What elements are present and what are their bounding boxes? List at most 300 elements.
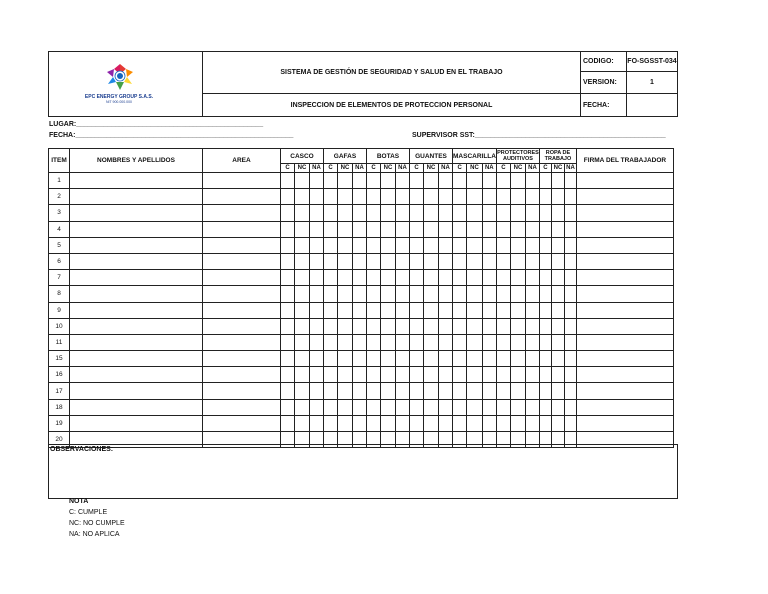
table-cell[interactable] — [338, 302, 353, 318]
table-cell[interactable] — [410, 173, 424, 189]
table-cell[interactable] — [576, 253, 673, 269]
table-cell[interactable] — [410, 318, 424, 334]
table-cell[interactable] — [551, 205, 564, 221]
table-cell[interactable] — [310, 221, 324, 237]
table-cell[interactable] — [410, 221, 424, 237]
table-cell[interactable] — [453, 302, 467, 318]
table-cell[interactable] — [551, 237, 564, 253]
table-cell[interactable] — [367, 221, 381, 237]
table-cell[interactable] — [353, 253, 367, 269]
table-cell[interactable] — [453, 173, 467, 189]
table-cell[interactable] — [381, 237, 396, 253]
table-cell[interactable] — [564, 253, 576, 269]
table-cell[interactable] — [482, 205, 496, 221]
table-cell[interactable] — [381, 173, 396, 189]
table-cell[interactable] — [203, 189, 281, 205]
table-cell[interactable] — [310, 237, 324, 253]
table-cell[interactable] — [353, 367, 367, 383]
table-cell[interactable] — [396, 334, 410, 350]
table-cell[interactable] — [525, 318, 539, 334]
table-cell[interactable] — [324, 367, 338, 383]
table-cell[interactable] — [453, 237, 467, 253]
table-cell[interactable] — [367, 302, 381, 318]
table-cell[interactable] — [525, 253, 539, 269]
table-cell[interactable] — [496, 237, 510, 253]
table-cell[interactable] — [564, 367, 576, 383]
table-cell[interactable] — [539, 221, 551, 237]
table-cell[interactable] — [310, 367, 324, 383]
table-cell[interactable] — [439, 367, 453, 383]
table-cell[interactable] — [467, 383, 482, 399]
table-cell[interactable] — [367, 205, 381, 221]
table-cell[interactable] — [410, 270, 424, 286]
table-cell[interactable] — [367, 270, 381, 286]
table-cell[interactable] — [381, 221, 396, 237]
table-cell[interactable] — [310, 189, 324, 205]
table-cell[interactable] — [324, 189, 338, 205]
table-cell[interactable] — [564, 399, 576, 415]
table-cell[interactable] — [367, 334, 381, 350]
table-cell[interactable] — [70, 270, 203, 286]
table-cell[interactable] — [310, 318, 324, 334]
table-cell[interactable] — [203, 351, 281, 367]
table-cell[interactable] — [525, 415, 539, 431]
table-cell[interactable] — [551, 253, 564, 269]
table-cell[interactable] — [525, 383, 539, 399]
table-cell[interactable] — [396, 205, 410, 221]
table-cell[interactable] — [70, 383, 203, 399]
table-cell[interactable] — [281, 253, 295, 269]
table-cell[interactable] — [203, 270, 281, 286]
table-cell[interactable] — [482, 189, 496, 205]
table-cell[interactable] — [338, 253, 353, 269]
table-cell[interactable] — [467, 286, 482, 302]
table-cell[interactable] — [338, 286, 353, 302]
table-cell[interactable] — [310, 383, 324, 399]
table-cell[interactable] — [295, 253, 310, 269]
table-cell[interactable] — [310, 334, 324, 350]
table-cell[interactable] — [482, 302, 496, 318]
table-cell[interactable] — [353, 237, 367, 253]
table-cell[interactable] — [381, 302, 396, 318]
table-cell[interactable] — [353, 318, 367, 334]
table-cell[interactable] — [510, 237, 525, 253]
table-cell[interactable] — [410, 302, 424, 318]
table-cell[interactable] — [539, 189, 551, 205]
table-cell[interactable] — [203, 302, 281, 318]
table-cell[interactable] — [310, 270, 324, 286]
table-cell[interactable] — [439, 302, 453, 318]
table-cell[interactable] — [564, 415, 576, 431]
table-cell[interactable] — [396, 286, 410, 302]
table-cell[interactable] — [396, 189, 410, 205]
table-cell[interactable] — [281, 270, 295, 286]
table-cell[interactable] — [203, 383, 281, 399]
table-cell[interactable] — [510, 173, 525, 189]
table-cell[interactable] — [70, 253, 203, 269]
table-cell[interactable] — [510, 302, 525, 318]
fecha-field[interactable]: FECHA:________________________________________________________ — [49, 132, 294, 139]
table-cell[interactable] — [295, 189, 310, 205]
supervisor-field[interactable]: SUPERVISOR SST:_________________________________________________ — [412, 132, 666, 139]
table-cell[interactable] — [410, 351, 424, 367]
table-cell[interactable] — [525, 367, 539, 383]
table-cell[interactable] — [295, 351, 310, 367]
table-cell[interactable] — [576, 286, 673, 302]
table-cell[interactable] — [496, 286, 510, 302]
table-cell[interactable] — [367, 318, 381, 334]
table-cell[interactable] — [338, 334, 353, 350]
table-cell[interactable] — [281, 173, 295, 189]
table-cell[interactable] — [453, 205, 467, 221]
table-cell[interactable] — [281, 237, 295, 253]
table-cell[interactable] — [381, 415, 396, 431]
table-cell[interactable] — [539, 205, 551, 221]
table-cell[interactable] — [467, 367, 482, 383]
table-cell[interactable] — [424, 173, 439, 189]
table-cell[interactable] — [324, 286, 338, 302]
table-cell[interactable] — [70, 351, 203, 367]
table-cell[interactable] — [525, 399, 539, 415]
table-cell[interactable] — [576, 189, 673, 205]
table-cell[interactable] — [424, 351, 439, 367]
table-cell[interactable] — [424, 237, 439, 253]
table-cell[interactable] — [295, 302, 310, 318]
table-cell[interactable] — [353, 221, 367, 237]
table-cell[interactable] — [551, 286, 564, 302]
table-cell[interactable] — [467, 415, 482, 431]
table-cell[interactable] — [324, 399, 338, 415]
table-cell[interactable] — [295, 237, 310, 253]
table-cell[interactable] — [70, 415, 203, 431]
table-cell[interactable] — [70, 205, 203, 221]
table-cell[interactable] — [295, 221, 310, 237]
table-cell[interactable] — [467, 173, 482, 189]
table-cell[interactable] — [576, 302, 673, 318]
table-cell[interactable] — [525, 334, 539, 350]
table-cell[interactable] — [396, 270, 410, 286]
table-cell[interactable] — [482, 334, 496, 350]
table-cell[interactable] — [525, 302, 539, 318]
table-cell[interactable] — [353, 334, 367, 350]
table-cell[interactable] — [353, 189, 367, 205]
table-cell[interactable] — [496, 399, 510, 415]
table-cell[interactable] — [424, 334, 439, 350]
table-cell[interactable] — [564, 270, 576, 286]
table-cell[interactable] — [295, 383, 310, 399]
table-cell[interactable] — [396, 253, 410, 269]
table-cell[interactable] — [439, 270, 453, 286]
table-cell[interactable] — [324, 173, 338, 189]
table-cell[interactable] — [203, 415, 281, 431]
table-cell[interactable] — [482, 286, 496, 302]
table-cell[interactable] — [295, 415, 310, 431]
table-cell[interactable] — [381, 286, 396, 302]
table-cell[interactable] — [295, 399, 310, 415]
table-cell[interactable] — [381, 189, 396, 205]
table-cell[interactable] — [381, 205, 396, 221]
table-cell[interactable] — [324, 205, 338, 221]
table-cell[interactable] — [467, 334, 482, 350]
table-cell[interactable] — [482, 253, 496, 269]
table-cell[interactable] — [576, 221, 673, 237]
table-cell[interactable] — [482, 173, 496, 189]
table-cell[interactable] — [439, 334, 453, 350]
table-cell[interactable] — [496, 270, 510, 286]
table-cell[interactable] — [367, 173, 381, 189]
table-cell[interactable] — [367, 351, 381, 367]
table-cell[interactable] — [576, 399, 673, 415]
table-cell[interactable] — [496, 351, 510, 367]
table-cell[interactable] — [510, 334, 525, 350]
table-cell[interactable] — [482, 237, 496, 253]
table-cell[interactable] — [338, 189, 353, 205]
table-cell[interactable] — [281, 367, 295, 383]
table-cell[interactable] — [439, 253, 453, 269]
table-cell[interactable] — [424, 253, 439, 269]
table-cell[interactable] — [564, 318, 576, 334]
table-cell[interactable] — [453, 270, 467, 286]
table-cell[interactable] — [70, 399, 203, 415]
table-cell[interactable] — [324, 302, 338, 318]
table-cell[interactable] — [203, 334, 281, 350]
table-cell[interactable] — [295, 318, 310, 334]
table-cell[interactable] — [353, 286, 367, 302]
table-cell[interactable] — [453, 399, 467, 415]
table-cell[interactable] — [539, 286, 551, 302]
table-cell[interactable] — [281, 302, 295, 318]
table-cell[interactable] — [482, 367, 496, 383]
table-cell[interactable] — [338, 237, 353, 253]
table-cell[interactable] — [539, 367, 551, 383]
table-cell[interactable] — [510, 270, 525, 286]
table-cell[interactable] — [410, 367, 424, 383]
table-cell[interactable] — [467, 270, 482, 286]
table-cell[interactable] — [281, 189, 295, 205]
table-cell[interactable] — [424, 415, 439, 431]
table-cell[interactable] — [310, 415, 324, 431]
table-cell[interactable] — [367, 399, 381, 415]
table-cell[interactable] — [338, 383, 353, 399]
table-cell[interactable] — [539, 253, 551, 269]
table-cell[interactable] — [539, 383, 551, 399]
table-cell[interactable] — [295, 270, 310, 286]
table-cell[interactable] — [424, 286, 439, 302]
table-cell[interactable] — [281, 334, 295, 350]
table-cell[interactable] — [381, 367, 396, 383]
table-cell[interactable] — [510, 383, 525, 399]
table-cell[interactable] — [551, 302, 564, 318]
table-cell[interactable] — [525, 351, 539, 367]
table-cell[interactable] — [551, 367, 564, 383]
table-cell[interactable] — [295, 205, 310, 221]
table-cell[interactable] — [439, 351, 453, 367]
table-cell[interactable] — [70, 221, 203, 237]
table-cell[interactable] — [396, 351, 410, 367]
table-cell[interactable] — [324, 270, 338, 286]
table-cell[interactable] — [551, 189, 564, 205]
table-cell[interactable] — [203, 399, 281, 415]
table-cell[interactable] — [525, 270, 539, 286]
table-cell[interactable] — [564, 173, 576, 189]
table-cell[interactable] — [203, 253, 281, 269]
table-cell[interactable] — [539, 302, 551, 318]
table-cell[interactable] — [551, 173, 564, 189]
table-cell[interactable] — [410, 334, 424, 350]
lugar-field[interactable]: LUGAR:________________________________________________ — [49, 121, 264, 128]
table-cell[interactable] — [281, 318, 295, 334]
table-cell[interactable] — [482, 318, 496, 334]
table-cell[interactable] — [539, 399, 551, 415]
table-cell[interactable] — [564, 334, 576, 350]
table-cell[interactable] — [576, 318, 673, 334]
table-cell[interactable] — [353, 205, 367, 221]
table-cell[interactable] — [281, 383, 295, 399]
table-cell[interactable] — [424, 302, 439, 318]
table-cell[interactable] — [467, 237, 482, 253]
table-cell[interactable] — [482, 351, 496, 367]
table-cell[interactable] — [353, 351, 367, 367]
table-cell[interactable] — [510, 221, 525, 237]
table-cell[interactable] — [525, 205, 539, 221]
table-cell[interactable] — [281, 415, 295, 431]
table-cell[interactable] — [396, 383, 410, 399]
table-cell[interactable] — [525, 189, 539, 205]
table-cell[interactable] — [467, 253, 482, 269]
table-cell[interactable] — [551, 318, 564, 334]
table-cell[interactable] — [410, 286, 424, 302]
table-cell[interactable] — [539, 334, 551, 350]
table-cell[interactable] — [496, 189, 510, 205]
table-cell[interactable] — [410, 415, 424, 431]
table-cell[interactable] — [203, 173, 281, 189]
table-cell[interactable] — [467, 399, 482, 415]
table-cell[interactable] — [353, 270, 367, 286]
table-cell[interactable] — [439, 237, 453, 253]
table-cell[interactable] — [539, 270, 551, 286]
table-cell[interactable] — [564, 189, 576, 205]
table-cell[interactable] — [424, 367, 439, 383]
table-cell[interactable] — [496, 253, 510, 269]
table-cell[interactable] — [453, 415, 467, 431]
table-cell[interactable] — [496, 383, 510, 399]
table-cell[interactable] — [367, 189, 381, 205]
table-cell[interactable] — [381, 351, 396, 367]
table-cell[interactable] — [310, 351, 324, 367]
table-cell[interactable] — [381, 399, 396, 415]
table-cell[interactable] — [439, 415, 453, 431]
table-cell[interactable] — [551, 383, 564, 399]
table-cell[interactable] — [338, 415, 353, 431]
table-cell[interactable] — [496, 318, 510, 334]
table-cell[interactable] — [525, 221, 539, 237]
table-cell[interactable] — [381, 334, 396, 350]
table-cell[interactable] — [424, 221, 439, 237]
table-cell[interactable] — [367, 383, 381, 399]
table-cell[interactable] — [381, 253, 396, 269]
table-cell[interactable] — [410, 189, 424, 205]
table-cell[interactable] — [496, 367, 510, 383]
table-cell[interactable] — [453, 253, 467, 269]
table-cell[interactable] — [551, 221, 564, 237]
table-cell[interactable] — [70, 237, 203, 253]
table-cell[interactable] — [203, 205, 281, 221]
table-cell[interactable] — [564, 237, 576, 253]
table-cell[interactable] — [453, 189, 467, 205]
table-cell[interactable] — [510, 367, 525, 383]
table-cell[interactable] — [551, 270, 564, 286]
table-cell[interactable] — [510, 253, 525, 269]
table-cell[interactable] — [496, 334, 510, 350]
table-cell[interactable] — [396, 302, 410, 318]
table-cell[interactable] — [467, 189, 482, 205]
table-cell[interactable] — [439, 286, 453, 302]
table-cell[interactable] — [564, 302, 576, 318]
table-cell[interactable] — [396, 173, 410, 189]
table-cell[interactable] — [338, 399, 353, 415]
table-cell[interactable] — [70, 318, 203, 334]
table-cell[interactable] — [539, 173, 551, 189]
table-cell[interactable] — [576, 383, 673, 399]
table-cell[interactable] — [203, 221, 281, 237]
table-cell[interactable] — [525, 237, 539, 253]
table-cell[interactable] — [482, 415, 496, 431]
table-cell[interactable] — [338, 205, 353, 221]
table-cell[interactable] — [482, 383, 496, 399]
table-cell[interactable] — [439, 189, 453, 205]
table-cell[interactable] — [576, 205, 673, 221]
table-cell[interactable] — [410, 205, 424, 221]
table-cell[interactable] — [310, 286, 324, 302]
table-cell[interactable] — [324, 383, 338, 399]
table-cell[interactable] — [439, 383, 453, 399]
table-cell[interactable] — [310, 399, 324, 415]
table-cell[interactable] — [439, 221, 453, 237]
table-cell[interactable] — [439, 205, 453, 221]
table-cell[interactable] — [396, 237, 410, 253]
table-cell[interactable] — [324, 415, 338, 431]
table-cell[interactable] — [496, 205, 510, 221]
table-cell[interactable] — [281, 351, 295, 367]
table-cell[interactable] — [338, 221, 353, 237]
table-cell[interactable] — [576, 270, 673, 286]
table-cell[interactable] — [295, 286, 310, 302]
table-cell[interactable] — [381, 383, 396, 399]
table-cell[interactable] — [310, 173, 324, 189]
table-cell[interactable] — [70, 367, 203, 383]
table-cell[interactable] — [453, 286, 467, 302]
table-cell[interactable] — [338, 318, 353, 334]
table-cell[interactable] — [70, 189, 203, 205]
table-cell[interactable] — [70, 302, 203, 318]
table-cell[interactable] — [295, 173, 310, 189]
table-cell[interactable] — [324, 253, 338, 269]
table-cell[interactable] — [396, 221, 410, 237]
table-cell[interactable] — [353, 399, 367, 415]
table-cell[interactable] — [203, 286, 281, 302]
table-cell[interactable] — [295, 334, 310, 350]
table-cell[interactable] — [467, 205, 482, 221]
table-cell[interactable] — [453, 351, 467, 367]
table-cell[interactable] — [525, 173, 539, 189]
table-cell[interactable] — [496, 415, 510, 431]
table-cell[interactable] — [310, 205, 324, 221]
table-cell[interactable] — [539, 351, 551, 367]
table-cell[interactable] — [281, 399, 295, 415]
table-cell[interactable] — [539, 415, 551, 431]
observaciones-box[interactable] — [48, 444, 678, 499]
table-cell[interactable] — [551, 415, 564, 431]
